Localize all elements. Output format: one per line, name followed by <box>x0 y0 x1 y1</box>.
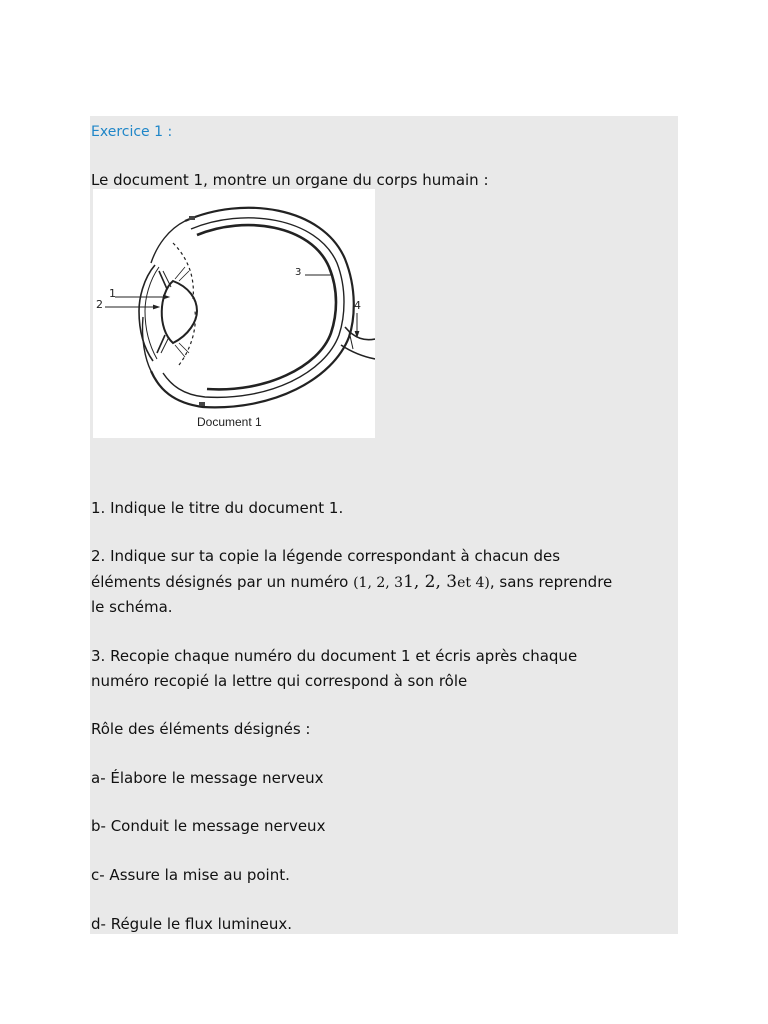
question-2-line-2-start: éléments désignés par un numéro <box>91 573 354 591</box>
exercise-panel <box>90 116 678 934</box>
question-2-line-1: 2. Indique sur ta copie la légende correspondant à chacun des <box>91 547 561 565</box>
question-1: 1. Indique le titre du document 1. <box>91 499 344 517</box>
question-2-paren-start: (1, 2, 3 <box>353 575 404 591</box>
question-2-big-numbers: 1, 2, 3 <box>403 572 458 592</box>
figure-caption: Document 1 <box>197 415 262 429</box>
question-2-line-2-end: , sans reprendre <box>489 573 613 591</box>
exercise-title: Exercice 1 : <box>91 124 173 140</box>
question-2-paren-end: et 4) <box>457 575 490 591</box>
question-2-line-3: le schéma. <box>91 598 173 616</box>
label-4: 4 <box>354 299 361 312</box>
roles-heading: Rôle des éléments désignés : <box>91 720 311 738</box>
question-3-line-1: 3. Recopie chaque numéro du document 1 et écris après chaque <box>91 647 578 665</box>
eye-diagram-svg <box>93 189 375 438</box>
label-1: 1 <box>109 287 116 300</box>
role-c: c- Assure la mise au point. <box>91 866 290 884</box>
exercise-intro: Le document 1, montre un organe du corps humain : <box>91 171 489 189</box>
label-3: 3 <box>295 267 302 278</box>
question-2-line-2 <box>91 570 612 596</box>
role-a: a- Élabore le message nerveux <box>91 769 324 787</box>
label-2: 2 <box>96 298 103 311</box>
role-d: d- Régule le flux lumineux. <box>91 915 292 933</box>
eye-diagram <box>93 189 375 438</box>
role-b: b- Conduit le message nerveux <box>91 817 326 835</box>
question-3-line-2: numéro recopié la lettre qui correspond à son rôle <box>91 672 468 690</box>
